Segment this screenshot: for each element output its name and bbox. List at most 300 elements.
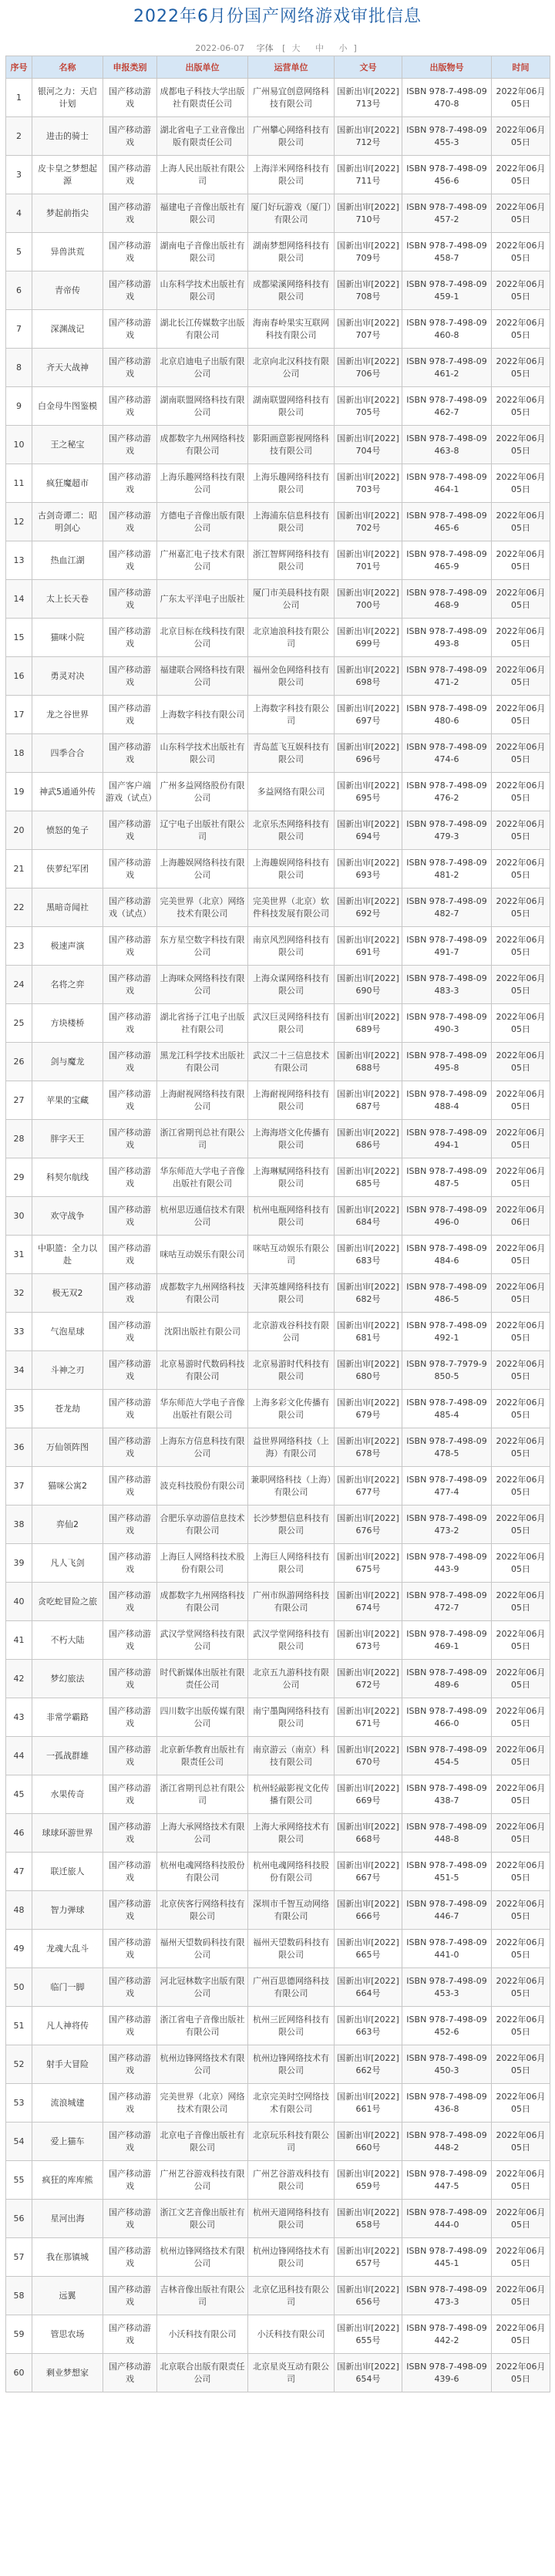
cell-operator: 湖南联盟网络科技有限公司 (248, 387, 335, 426)
cell-isbn: ISBN 978-7-498-09470-8 (402, 79, 492, 117)
cell-isbn: ISBN 978-7-498-09439-6 (402, 2354, 492, 2392)
cell-game-name: 射手大冒险 (32, 2045, 103, 2084)
cell-publisher: 上海大承网络技术有限公司 (157, 1814, 248, 1853)
cell-operator: 浙江智辉网络科技有限公司 (248, 541, 335, 580)
cell-isbn: ISBN 978-7-498-09493-8 (402, 619, 492, 657)
cell-approval-number: 国新出审[2022]685号 (335, 1158, 402, 1197)
cell-category: 国产移动游戏 (103, 2084, 157, 2123)
cell-approval-number: 国新出审[2022]689号 (335, 1004, 402, 1043)
cell-category: 国产移动游戏 (103, 734, 157, 773)
cell-publisher: 广州多益网络股份有限公司 (157, 773, 248, 811)
column-header-category: 申报类别 (103, 56, 157, 79)
cell-approval-number: 国新出审[2022]699号 (335, 619, 402, 657)
cell-operator: 福州天望数码科技有限公司 (248, 1930, 335, 1968)
cell-category: 国产移动游戏 (103, 541, 157, 580)
cell-category: 国产移动游戏 (103, 657, 157, 696)
cell-approval-number: 国新出审[2022]667号 (335, 1853, 402, 1891)
table-row (6, 2354, 550, 2392)
cell-index: 23 (6, 927, 32, 966)
cell-date: 2022年06月05日 (492, 2084, 550, 2123)
cell-approval-number: 国新出审[2022]675号 (335, 1544, 402, 1583)
cell-index: 39 (6, 1544, 32, 1583)
table-row (6, 1891, 550, 1930)
cell-operator: 武汉巨灵网络科技有限公司 (248, 1004, 335, 1043)
cell-date: 2022年06月05日 (492, 734, 550, 773)
cell-operator: 上海浦东信息科技有限公司 (248, 503, 335, 541)
cell-isbn: ISBN 978-7-498-09466-0 (402, 1698, 492, 1737)
cell-operator: 武汉二十三信息技术有限公司 (248, 1043, 335, 1081)
cell-index: 50 (6, 1968, 32, 2007)
cell-publisher: 北京目标在线科技有限公司 (157, 619, 248, 657)
cell-game-name: 球球环游世界 (32, 1814, 103, 1853)
cell-game-name: 齐天大战神 (32, 349, 103, 387)
cell-isbn: ISBN 978-7-498-09481-2 (402, 850, 492, 888)
table-row (6, 1814, 550, 1853)
cell-publisher: 华东师范大学电子音像出版社有限公司 (157, 1158, 248, 1197)
cell-isbn: ISBN 978-7-498-09458-7 (402, 233, 492, 271)
cell-operator: 北京玩乐科技有限公司 (248, 2123, 335, 2161)
cell-isbn: ISBN 978-7-498-09477-4 (402, 1467, 492, 1505)
cell-date: 2022年06月05日 (492, 156, 550, 194)
cell-game-name: 凡人飞剑 (32, 1544, 103, 1583)
cell-approval-number: 国新出审[2022]655号 (335, 2315, 402, 2354)
cell-category: 国产移动游戏 (103, 1621, 157, 1660)
cell-game-name: 极速声演 (32, 927, 103, 966)
cell-index: 60 (6, 2354, 32, 2392)
cell-category: 国产移动游戏 (103, 271, 157, 310)
cell-category: 国产移动游戏 (103, 2354, 157, 2392)
cell-date: 2022年06月05日 (492, 580, 550, 619)
cell-category: 国产移动游戏 (103, 580, 157, 619)
cell-isbn: ISBN 978-7-498-09486-5 (402, 1274, 492, 1313)
cell-category: 国产移动游戏 (103, 2161, 157, 2200)
table-row (6, 1621, 550, 1660)
cell-publisher: 湖南电子音像出版社有限公司 (157, 233, 248, 271)
cell-isbn: ISBN 978-7-498-09454-5 (402, 1737, 492, 1775)
table-row (6, 310, 550, 349)
table-row (6, 1081, 550, 1120)
cell-date: 2022年06月05日 (492, 1390, 550, 1428)
cell-approval-number: 国新出审[2022]680号 (335, 1351, 402, 1390)
cell-index: 46 (6, 1814, 32, 1853)
cell-approval-number: 国新出审[2022]674号 (335, 1583, 402, 1621)
cell-game-name: 黑暗奇闻社 (32, 888, 103, 927)
cell-publisher: 福建联合网络科技有限公司 (157, 657, 248, 696)
cell-category: 国产移动游戏 (103, 2007, 157, 2045)
cell-approval-number: 国新出审[2022]671号 (335, 1698, 402, 1737)
cell-game-name: 万仙领阵图 (32, 1428, 103, 1467)
cell-date: 2022年06月05日 (492, 1313, 550, 1351)
cell-approval-number: 国新出审[2022]693号 (335, 850, 402, 888)
cell-approval-number: 国新出审[2022]704号 (335, 426, 402, 464)
cell-operator: 北京迪浪科技有限公司 (248, 619, 335, 657)
cell-publisher: 北京联合出版有限责任公司 (157, 2354, 248, 2392)
cell-publisher: 上海乐趣网络科技有限公司 (157, 464, 248, 503)
cell-index: 4 (6, 194, 32, 233)
table-row (6, 1968, 550, 2007)
cell-isbn: ISBN 978-7-7979-9850-5 (402, 1351, 492, 1390)
table-row (6, 773, 550, 811)
cell-publisher: 东方星空数字科技有限公司 (157, 927, 248, 966)
cell-category: 国产移动游戏 (103, 233, 157, 271)
cell-date: 2022年06月05日 (492, 1621, 550, 1660)
cell-operator: 北京易游时代科技有限公司 (248, 1351, 335, 1390)
cell-game-name: 侠萝纪军团 (32, 850, 103, 888)
cell-game-name: 神武5通通外传 (32, 773, 103, 811)
cell-index: 59 (6, 2315, 32, 2354)
cell-category: 国产移动游戏 (103, 1274, 157, 1313)
cell-game-name: 非常学霸路 (32, 1698, 103, 1737)
cell-publisher: 吉林音像出版社有限公司 (157, 2277, 248, 2315)
cell-approval-number: 国新出审[2022]656号 (335, 2277, 402, 2315)
column-header-publisher: 出版单位 (157, 56, 248, 79)
cell-index: 31 (6, 1236, 32, 1274)
cell-isbn: ISBN 978-7-498-09441-0 (402, 1930, 492, 1968)
cell-date: 2022年06月05日 (492, 426, 550, 464)
table-row (6, 2045, 550, 2084)
cell-game-name: 王之秘宝 (32, 426, 103, 464)
cell-operator: 咪咕互动娱乐有限公司 (248, 1236, 335, 1274)
cell-approval-number: 国新出审[2022]697号 (335, 696, 402, 734)
cell-date: 2022年06月05日 (492, 1081, 550, 1120)
cell-isbn: ISBN 978-7-498-09451-5 (402, 1853, 492, 1891)
cell-date: 2022年06月05日 (492, 1043, 550, 1081)
table-row (6, 2084, 550, 2123)
cell-date: 2022年06月05日 (492, 1505, 550, 1544)
cell-index: 42 (6, 1660, 32, 1698)
table-row (6, 850, 550, 888)
table-row (6, 734, 550, 773)
cell-approval-number: 国新出审[2022]713号 (335, 79, 402, 117)
cell-operator: 青岛蓝飞互娱科技有限公司 (248, 734, 335, 773)
cell-category: 国产移动游戏 (103, 2045, 157, 2084)
cell-category: 国产移动游戏 (103, 194, 157, 233)
cell-operator: 长沙梦想信息科技有限公司 (248, 1505, 335, 1544)
cell-publisher: 福建电子音像出版社有限公司 (157, 194, 248, 233)
cell-isbn: ISBN 978-7-498-09446-7 (402, 1891, 492, 1930)
cell-approval-number: 国新出审[2022]683号 (335, 1236, 402, 1274)
cell-approval-number: 国新出审[2022]696号 (335, 734, 402, 773)
cell-game-name: 一孤战群雄 (32, 1737, 103, 1775)
cell-game-name: 斗神之刃 (32, 1351, 103, 1390)
cell-isbn: ISBN 978-7-498-09480-6 (402, 696, 492, 734)
cell-date: 2022年06月05日 (492, 888, 550, 927)
cell-operator: 武汉学堂网络科技有限公司 (248, 1621, 335, 1660)
approval-table (5, 56, 550, 2392)
font-size-large-button[interactable]: 大 (291, 43, 301, 53)
column-header-isbn: 出版物号 (402, 56, 492, 79)
cell-date: 2022年06月05日 (492, 1853, 550, 1891)
cell-approval-number: 国新出审[2022]676号 (335, 1505, 402, 1544)
cell-isbn: ISBN 978-7-498-09471-2 (402, 657, 492, 696)
cell-isbn: ISBN 978-7-498-09474-6 (402, 734, 492, 773)
cell-isbn: ISBN 978-7-498-09442-2 (402, 2315, 492, 2354)
table-row (6, 1120, 550, 1158)
cell-date: 2022年06月05日 (492, 1274, 550, 1313)
cell-game-name: 科契尔航线 (32, 1158, 103, 1197)
cell-approval-number: 国新出审[2022]678号 (335, 1428, 402, 1467)
table-row (6, 927, 550, 966)
cell-index: 18 (6, 734, 32, 773)
cell-operator: 上海巨人网络科技有限公司 (248, 1544, 335, 1583)
cell-publisher: 湖北长江传媒数字出版有限公司 (157, 310, 248, 349)
table-row (6, 580, 550, 619)
cell-operator: 厦门市美晨科技有限公司 (248, 580, 335, 619)
cell-approval-number: 国新出审[2022]659号 (335, 2161, 402, 2200)
cell-operator: 完美世界（北京）软件科技发展有限公司 (248, 888, 335, 927)
cell-approval-number: 国新出审[2022]666号 (335, 1891, 402, 1930)
cell-isbn: ISBN 978-7-498-09479-3 (402, 811, 492, 850)
meta-bar (0, 42, 555, 54)
cell-category: 国产移动游戏 (103, 117, 157, 156)
cell-category: 国产移动游戏 (103, 927, 157, 966)
cell-index: 26 (6, 1043, 32, 1081)
cell-game-name: 愤怒的兔子 (32, 811, 103, 850)
cell-isbn: ISBN 978-7-498-09465-9 (402, 541, 492, 580)
cell-isbn: ISBN 978-7-498-09492-1 (402, 1313, 492, 1351)
cell-category: 国产移动游戏 (103, 966, 157, 1004)
cell-isbn: ISBN 978-7-498-09476-2 (402, 773, 492, 811)
cell-publisher: 武汉学堂网络科技有限公司 (157, 1621, 248, 1660)
cell-isbn: ISBN 978-7-498-09494-1 (402, 1120, 492, 1158)
cell-publisher: 山东科学技术出版社有限公司 (157, 734, 248, 773)
cell-game-name: 凡人神将传 (32, 2007, 103, 2045)
cell-isbn: ISBN 978-7-498-09456-6 (402, 156, 492, 194)
cell-isbn: ISBN 978-7-498-09443-9 (402, 1544, 492, 1583)
cell-date: 2022年06月05日 (492, 79, 550, 117)
cell-game-name: 疯狂魔超市 (32, 464, 103, 503)
cell-index: 33 (6, 1313, 32, 1351)
cell-category: 国产移动游戏 (103, 1313, 157, 1351)
cell-date: 2022年06月05日 (492, 1120, 550, 1158)
cell-game-name: 猫咪公寓2 (32, 1467, 103, 1505)
cell-category: 国产移动游戏 (103, 310, 157, 349)
cell-category: 国产移动游戏 (103, 1660, 157, 1698)
cell-game-name: 极无双2 (32, 1274, 103, 1313)
cell-category: 国产移动游戏 (103, 1351, 157, 1390)
table-row (6, 1583, 550, 1621)
cell-index: 22 (6, 888, 32, 927)
cell-isbn: ISBN 978-7-498-09490-3 (402, 1004, 492, 1043)
table-row (6, 1197, 550, 1236)
cell-approval-number: 国新出审[2022]682号 (335, 1274, 402, 1313)
cell-operator: 广州攀心网络科技有限公司 (248, 117, 335, 156)
table-row (6, 619, 550, 657)
cell-isbn: ISBN 978-7-498-09447-5 (402, 2161, 492, 2200)
cell-date: 2022年06月05日 (492, 966, 550, 1004)
cell-approval-number: 国新出审[2022]712号 (335, 117, 402, 156)
table-row (6, 2200, 550, 2238)
cell-game-name: 贪吃蛇冒险之旅 (32, 1583, 103, 1621)
cell-operator: 小沃科技有限公司 (248, 2315, 335, 2354)
table-body (6, 79, 550, 2392)
cell-index: 35 (6, 1390, 32, 1428)
cell-index: 1 (6, 79, 32, 117)
font-size-small-button[interactable]: 小 (338, 43, 348, 53)
cell-game-name: 猫咪小院 (32, 619, 103, 657)
cell-category: 国产移动游戏 (103, 1853, 157, 1891)
cell-index: 24 (6, 966, 32, 1004)
cell-game-name: 欢守战争 (32, 1197, 103, 1236)
cell-index: 41 (6, 1621, 32, 1660)
cell-date: 2022年06月05日 (492, 1158, 550, 1197)
cell-date: 2022年06月05日 (492, 696, 550, 734)
cell-category: 国产移动游戏 (103, 1968, 157, 2007)
cell-isbn: ISBN 978-7-498-09496-0 (402, 1197, 492, 1236)
cell-isbn: ISBN 978-7-498-09468-9 (402, 580, 492, 619)
cell-category: 国产移动游戏 (103, 696, 157, 734)
cell-date: 2022年06月06日 (492, 1197, 550, 1236)
cell-operator: 上海洋米网络科技有限公司 (248, 156, 335, 194)
cell-approval-number: 国新出审[2022]686号 (335, 1120, 402, 1158)
cell-publisher: 北京启迪电子出版有限公司 (157, 349, 248, 387)
cell-category: 国产移动游戏 (103, 349, 157, 387)
cell-approval-number: 国新出审[2022]701号 (335, 541, 402, 580)
cell-index: 16 (6, 657, 32, 696)
cell-publisher: 上海东方信息科技有限公司 (157, 1428, 248, 1467)
cell-publisher: 波克科技股份有限公司 (157, 1467, 248, 1505)
cell-operator: 兼职网络科技（上海）有限公司 (248, 1467, 335, 1505)
cell-isbn: ISBN 978-7-498-09472-7 (402, 1583, 492, 1621)
cell-isbn: ISBN 978-7-498-09463-8 (402, 426, 492, 464)
cell-index: 38 (6, 1505, 32, 1544)
cell-operator: 上海多彩文化传播有限公司 (248, 1390, 335, 1428)
cell-isbn: ISBN 978-7-498-09482-7 (402, 888, 492, 927)
cell-publisher: 成都数字九州网络科技有限公司 (157, 426, 248, 464)
cell-index: 43 (6, 1698, 32, 1737)
cell-game-name: 管思农场 (32, 2315, 103, 2354)
cell-publisher: 合肥乐享动游信息技术有限公司 (157, 1505, 248, 1544)
cell-index: 45 (6, 1775, 32, 1814)
table-row (6, 1775, 550, 1814)
cell-category: 国产移动游戏 (103, 1814, 157, 1853)
cell-date: 2022年06月05日 (492, 1814, 550, 1853)
cell-isbn: ISBN 978-7-498-09448-8 (402, 1814, 492, 1853)
cell-index: 34 (6, 1351, 32, 1390)
cell-date: 2022年06月05日 (492, 2007, 550, 2045)
cell-publisher: 北京新华教育出版社有限责任公司 (157, 1737, 248, 1775)
cell-category: 国产移动游戏 (103, 387, 157, 426)
cell-publisher: 北京易游时代数码科技有限公司 (157, 1351, 248, 1390)
table-row (6, 1737, 550, 1775)
cell-operator: 杭州电瓶网络科技有限公司 (248, 1197, 335, 1236)
cell-date: 2022年06月05日 (492, 1467, 550, 1505)
table-row (6, 541, 550, 580)
cell-approval-number: 国新出审[2022]692号 (335, 888, 402, 927)
cell-game-name: 临门一脚 (32, 1968, 103, 2007)
cell-game-name: 太上长天卷 (32, 580, 103, 619)
table-row (6, 1698, 550, 1737)
cell-index: 47 (6, 1853, 32, 1891)
cell-date: 2022年06月05日 (492, 541, 550, 580)
cell-date: 2022年06月05日 (492, 2238, 550, 2277)
cell-date: 2022年06月05日 (492, 387, 550, 426)
column-header-date: 时间 (492, 56, 550, 79)
table-row (6, 156, 550, 194)
cell-category: 国产移动游戏 (103, 1467, 157, 1505)
cell-game-name: 智力弹球 (32, 1891, 103, 1930)
cell-publisher: 华东师范大学电子音像出版社有限公司 (157, 1390, 248, 1428)
table-row (6, 2007, 550, 2045)
cell-operator: 上海数字科技有限公司 (248, 696, 335, 734)
cell-operator: 杭州轻敲影视文化传播有限公司 (248, 1775, 335, 1814)
cell-approval-number: 国新出审[2022]700号 (335, 580, 402, 619)
table-row (6, 1390, 550, 1428)
cell-approval-number: 国新出审[2022]672号 (335, 1660, 402, 1698)
cell-operator: 杭州天道网络科技有限公司 (248, 2200, 335, 2238)
cell-operator: 北京五九游科技有限公司 (248, 1660, 335, 1698)
cell-publisher: 方德电子音像出版有限公司 (157, 503, 248, 541)
table-row (6, 1544, 550, 1583)
cell-date: 2022年06月05日 (492, 310, 550, 349)
cell-date: 2022年06月05日 (492, 233, 550, 271)
cell-index: 40 (6, 1583, 32, 1621)
table-row (6, 271, 550, 310)
cell-category: 国产移动游戏 (103, 1930, 157, 1968)
cell-date: 2022年06月05日 (492, 2123, 550, 2161)
cell-isbn: ISBN 978-7-498-09445-1 (402, 2238, 492, 2277)
table-row (6, 1274, 550, 1313)
cell-index: 32 (6, 1274, 32, 1313)
cell-approval-number: 国新出审[2022]670号 (335, 1737, 402, 1775)
cell-game-name: 古剑奇谭二：昭明剑心 (32, 503, 103, 541)
font-size-medium-button[interactable]: 中 (314, 43, 324, 53)
cell-operator: 湖南梦想网络科技有限公司 (248, 233, 335, 271)
cell-approval-number: 国新出审[2022]698号 (335, 657, 402, 696)
cell-game-name: 流浪城建 (32, 2084, 103, 2123)
cell-index: 48 (6, 1891, 32, 1930)
cell-approval-number: 国新出审[2022]708号 (335, 271, 402, 310)
table-row (6, 1467, 550, 1505)
cell-category: 国产移动游戏 (103, 79, 157, 117)
cell-category: 国产移动游戏 (103, 1004, 157, 1043)
cell-category: 国产客户端游戏（试点） (103, 773, 157, 811)
cell-index: 3 (6, 156, 32, 194)
table-row (6, 79, 550, 117)
cell-publisher: 杭州边锋网络技术有限公司 (157, 2238, 248, 2277)
cell-game-name: 剩业梦想家 (32, 2354, 103, 2392)
cell-publisher: 上海趣娱网络科技有限公司 (157, 850, 248, 888)
cell-isbn: ISBN 978-7-498-09461-2 (402, 349, 492, 387)
table-row (6, 1236, 550, 1274)
cell-game-name: 白金母牛图鉴模 (32, 387, 103, 426)
table-row (6, 2161, 550, 2200)
cell-index: 51 (6, 2007, 32, 2045)
cell-publisher: 广东太平洋电子出版社 (157, 580, 248, 619)
cell-approval-number: 国新出审[2022]684号 (335, 1197, 402, 1236)
cell-date: 2022年06月05日 (492, 1660, 550, 1698)
cell-index: 7 (6, 310, 32, 349)
cell-date: 2022年06月05日 (492, 619, 550, 657)
cell-operator: 广州艺谷游戏科技有限公司 (248, 2161, 335, 2200)
cell-game-name: 联迁旅人 (32, 1853, 103, 1891)
cell-approval-number: 国新出审[2022]662号 (335, 2045, 402, 2084)
cell-isbn: ISBN 978-7-498-09469-1 (402, 1621, 492, 1660)
cell-category: 国产移动游戏 (103, 811, 157, 850)
cell-operator: 北京完美时空网络技术有限公司 (248, 2084, 335, 2123)
cell-isbn: ISBN 978-7-498-09489-6 (402, 1660, 492, 1698)
cell-publisher: 上海咪众网络科技有限公司 (157, 966, 248, 1004)
cell-approval-number: 国新出审[2022]707号 (335, 310, 402, 349)
cell-approval-number: 国新出审[2022]690号 (335, 966, 402, 1004)
cell-operator: 杭州三匠网络科技有限公司 (248, 2007, 335, 2045)
table-row (6, 1158, 550, 1197)
cell-approval-number: 国新出审[2022]703号 (335, 464, 402, 503)
cell-isbn: ISBN 978-7-498-09484-6 (402, 1236, 492, 1274)
cell-isbn: ISBN 978-7-498-09457-2 (402, 194, 492, 233)
cell-publisher: 山东科学技术出版社有限公司 (157, 271, 248, 310)
cell-game-name: 胖字天王 (32, 1120, 103, 1158)
